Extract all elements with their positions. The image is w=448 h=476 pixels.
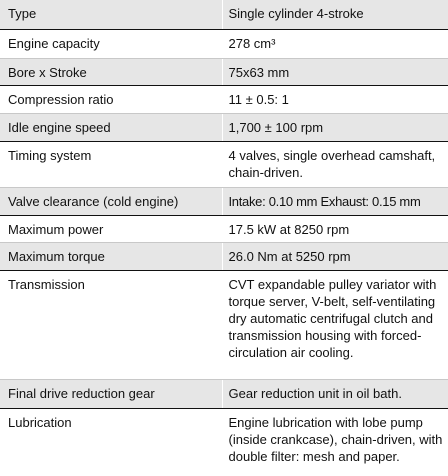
- row-label: Compression ratio: [0, 85, 222, 113]
- row-value: Single cylinder 4-stroke: [222, 0, 448, 29]
- row-value: 278 cm³: [222, 29, 448, 58]
- row-value: 11 ± 0.5: 1: [222, 85, 448, 113]
- row-label: Valve clearance (cold engine): [0, 187, 222, 215]
- row-value: 1,700 ± 100 rpm: [222, 113, 448, 141]
- table-row-maximum-power: [0, 215, 448, 242]
- table-row-idle-engine-speed: [0, 113, 448, 141]
- row-label: Maximum power: [0, 215, 222, 242]
- row-label: Timing system: [0, 141, 222, 187]
- row-value: 75x63 mm: [222, 58, 448, 85]
- table-row-compression-ratio: [0, 85, 448, 113]
- row-value: Engine lubrication with lobe pump (inside crankcase), chain-driven, with double filter: mesh and paper.: [222, 408, 448, 468]
- table-row-valve-clearance: [0, 187, 448, 215]
- row-label: Lubrication: [0, 408, 222, 468]
- row-value: 4 valves, single overhead camshaft, chain-driven.: [222, 141, 448, 187]
- table-row-final-drive-reduction-gear: [0, 379, 448, 408]
- table-row-bore-stroke: [0, 58, 448, 85]
- row-value: Gear reduction unit in oil bath.: [222, 379, 448, 408]
- row-label: Bore x Stroke: [0, 58, 222, 85]
- row-label: Type: [0, 0, 222, 29]
- row-value: 17.5 kW at 8250 rpm: [222, 215, 448, 242]
- table-row-type: [0, 0, 448, 29]
- table-row-lubrication: [0, 408, 448, 468]
- table-row-timing-system: [0, 141, 448, 187]
- table-row-transmission: [0, 270, 448, 379]
- row-label: Final drive reduction gear: [0, 379, 222, 408]
- table-row-maximum-torque: [0, 242, 448, 270]
- row-label: Engine capacity: [0, 29, 222, 58]
- row-value: Intake: 0.10 mm Exhaust: 0.15 mm: [222, 187, 448, 215]
- row-label: Transmission: [0, 270, 222, 379]
- row-value: CVT expandable pulley variator with torque server, V-belt, self-ventilating dry automatic centrifugal clutch and transmission housing with forced-circulation air cooling.: [222, 270, 448, 379]
- table-row-engine-capacity: [0, 29, 448, 58]
- row-value: 26.0 Nm at 5250 rpm: [222, 242, 448, 270]
- row-label: Idle engine speed: [0, 113, 222, 141]
- row-label: Maximum torque: [0, 242, 222, 270]
